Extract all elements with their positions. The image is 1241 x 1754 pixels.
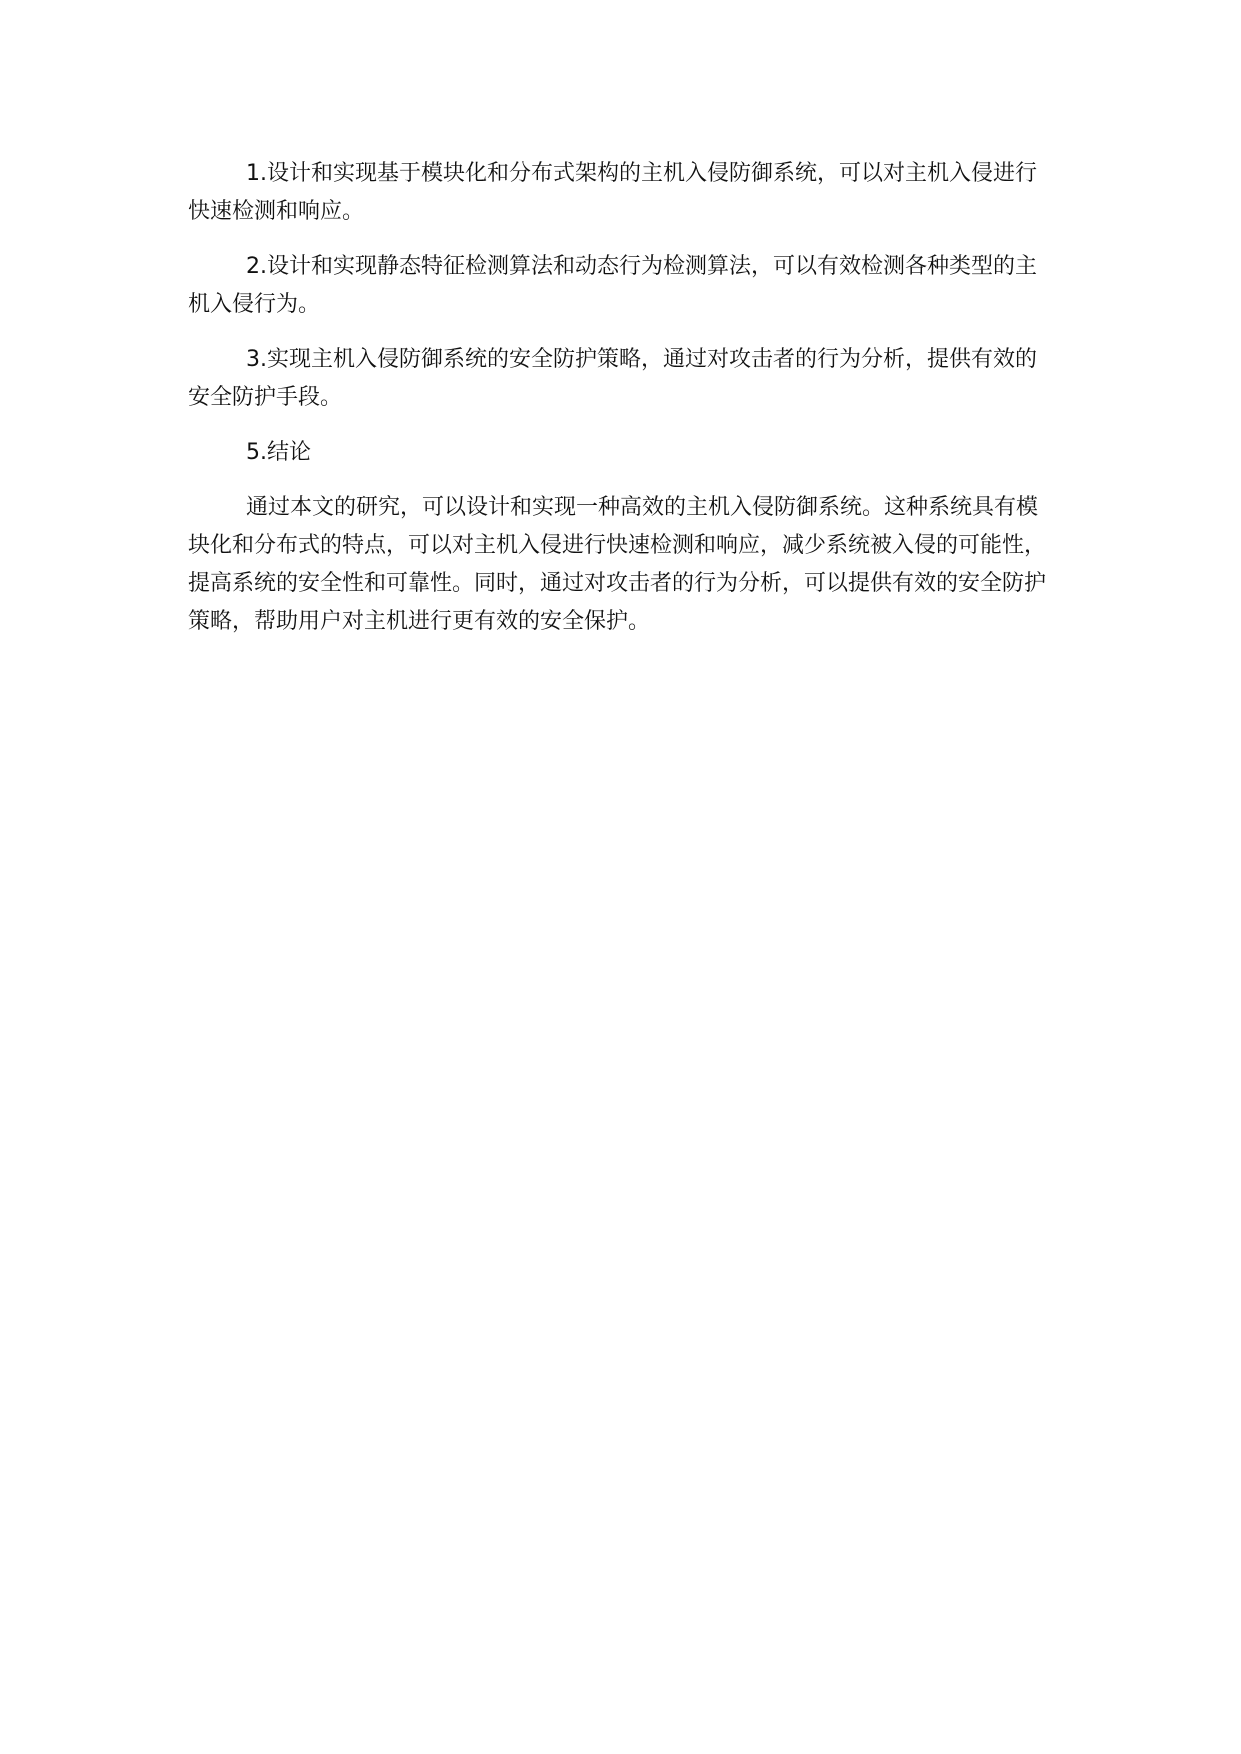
- document-body: [188, 155, 1053, 658]
- list-item-2: 2.设计和实现静态特征检测算法和动态行为检测算法，可以有效检测各种类型的主机入侵行为。: [188, 254, 1037, 317]
- conclusion-paragraph: 通过本文的研究，可以设计和实现一种高效的主机入侵防御系统。这种系统具有模块化和分布式的特点，可以对主机入侵进行快速检测和响应，减少系统被入侵的可能性，提高系统的安全性和可靠性。同时，通过对攻击者的行为分析，可以提供有效的安全防护策略，帮助用户对主机进行更有效的安全保护。: [188, 495, 1047, 634]
- list-item-1: 1.设计和实现基于模块化和分布式架构的主机入侵防御系统，可以对主机入侵进行快速检测和响应。: [188, 161, 1037, 224]
- section-heading: 5.结论: [246, 440, 311, 465]
- list-item-3: 3.实现主机入侵防御系统的安全防护策略，通过对攻击者的行为分析，提供有效的安全防护手段。: [188, 347, 1037, 410]
